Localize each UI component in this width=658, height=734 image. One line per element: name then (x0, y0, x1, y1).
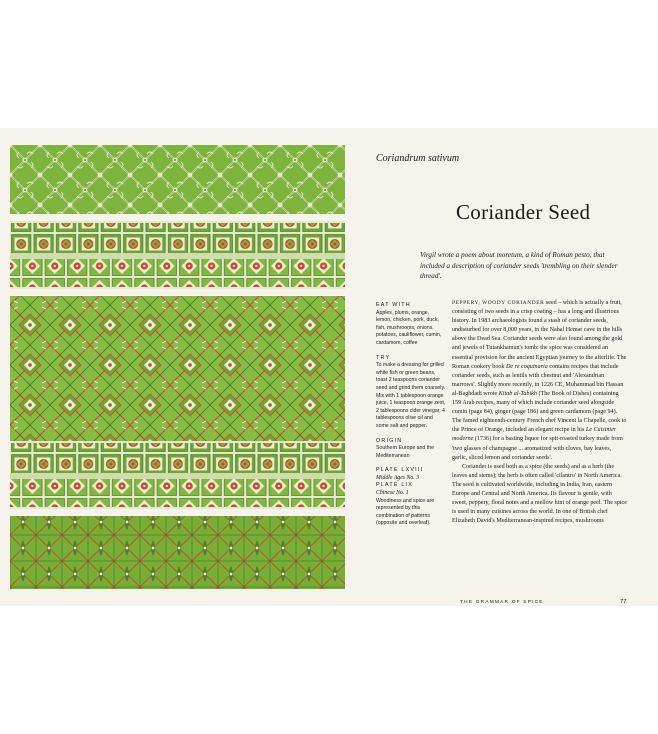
page-title: Coriander Seed (456, 200, 591, 224)
plate2-name: Chinese No. 1 (376, 490, 409, 497)
try-heading: TRY (376, 354, 391, 361)
book-title: Kitab al-Tabikh (498, 390, 537, 397)
eat-with-text: Apples, plums, orange, lemon, chicken, pork, duck, fish, mushrooms, onions, potatoes, cauliflower, cumin, cardamom, coffee (376, 309, 442, 346)
epigraph-quote: Virgil wrote a poem about moretum, a kind of Roman pesto, that included a description of coriander seeds 'trembling on their slender thread'. (420, 251, 618, 280)
try-text: To make a dressing for grilled white fish or green beans, toast 2 teaspoons coriander seed and grind them coarsely. Mix with 1 tablespoon orange juice, 1 teaspoon orange zest, 2 tablespoons cider vinegar, 4 tablespoons olive oil and some salt and pepper. (376, 362, 446, 429)
sidebar (376, 302, 446, 528)
lattice-band-top (10, 145, 345, 214)
species-name: Coriandrum sativum (376, 153, 460, 164)
origin-text: Southern Europe and the Mediterranean (376, 445, 434, 459)
book-title: Le Cuisinier moderne (452, 427, 617, 443)
plate1-name: Middle Ages No. 3 (376, 474, 420, 481)
origin-heading: ORIGIN (376, 437, 403, 444)
plate-note: Woodiness and spice are represented by this combination of patterns (opposite and overleaf). (376, 497, 435, 527)
body-text (452, 299, 628, 526)
plate2-heading: PLATE LIX (376, 482, 414, 489)
eat-with-heading: EAT WITH (376, 302, 411, 308)
page-number: 77 (620, 599, 627, 605)
paragraph-2: Coriander is used both as a spice (the seeds) and as a herb (the leaves and stems); the herb is often called 'cilantro' in North America. The seed is cultivated worldwide, including in India, Iran, eastern Europe and Central and North America. Its flavour is gentle, with sweet, peppery, floral notes and a mellow hint of orange peel. The spice is used in many cuisines across the world. In one of British chef Elizabeth David's Mediterranean-inspired recipes, mushrooms (452, 463, 627, 525)
plate1-heading: PLATE LXVIII (376, 467, 424, 474)
running-head: THE GRAMMAR OF SPICE (460, 600, 544, 605)
leaf-band-bottom (10, 516, 345, 589)
paragraph-1: PEPPERY, WOODY CORIANDER seed – which is actually a fruit, consisting of two seeds in a crisp coating – has a long and illustrious history. In 1983 archaeologists found a stash of coriander seeds, undisturbed for over 8,000 years, in the Nahal Hemar cave in the hills above the Dead Sea. Coriander seeds were also found among the gold and jewels of Tutankhamun's tomb: the spice was considered an essential provision for the ancient Egyptian journey to the afterlife. The Roman cookery book De re coquinaria contains recipes that include coriander seeds, such as lentils with chestnut and 'Alexandrian marrows'. Slightly more recently, in 1226 CE, Muhammad bin Hassan al-Baghdadi wrote Kitab al-Tabikh (The Book of Dishes) containing 159 Arab recipes, many of which include coriander seed alongside cumin (page 84), ginger (page 186) and green cardamom (page 94). The famed eighteenth-century French chef Vincent la Chapelle, cook to the Prince of Orange, included an elegant recipe in his Le Cuisinier moderne (1736) for a basting liquor for spit-roasted turkey made from 'two glasses of champagne ... aromatized with cloves, bay leaves, garlic, sliced lemon and coriander seeds'. (452, 300, 627, 461)
diamond-band-middle (10, 296, 345, 466)
book-title: De re coquinaria (506, 363, 548, 370)
pattern-plates (10, 145, 345, 589)
lead-in: PEPPERY, WOODY CORIANDER (452, 300, 545, 306)
